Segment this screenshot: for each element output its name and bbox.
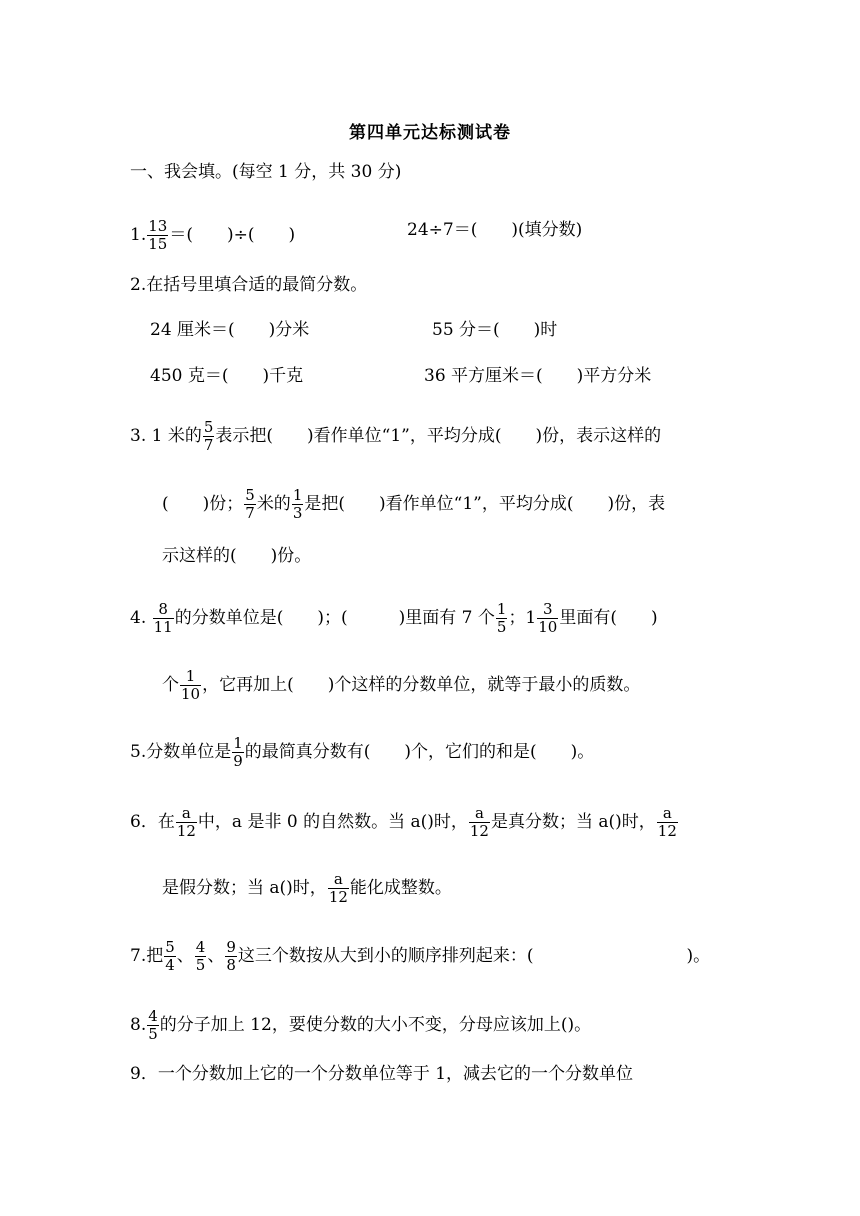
fraction: $\frac{13}{15}$ [148, 217, 168, 253]
fraction: $\frac{5}{7}$ [245, 486, 255, 522]
question-9: 9．一个分数加上它的一个分数单位等于 1，减去它的一个分数单位 [130, 1064, 634, 1084]
fraction: $\frac{3}{10}$ [538, 600, 558, 636]
question-7: 7.把 $\frac{5}{4}$ 、 $\frac{4}{5}$ 、 $\frac{9}{8}$ 这三个数按从大到小的顺序排列起来：( )。 [130, 938, 711, 974]
question-2-item-a: 24 厘米＝( )分米 [150, 320, 310, 340]
fraction: $\frac{8}{11}$ [153, 600, 173, 636]
question-5: 5.分数单位是 $\frac{1}{9}$ 的最简真分数有( )个，它们的和是( )。 [130, 734, 595, 770]
fraction: $\frac{9}{8}$ [226, 938, 236, 974]
section-heading: 一、我会填。(每空 1 分，共 30 分) [130, 162, 402, 182]
question-4-line-1: 4. $\frac{8}{11}$ 的分数单位是( )；( )里面有 7 个 $\frac{1}{5}$ ；1 $\frac{3}{10}$ 里面有( ) [130, 600, 658, 636]
question-2-item-b: 55 分＝( )时 [432, 320, 558, 340]
question-1-part-2: 24÷7＝( )(填分数) [407, 220, 583, 240]
question-2: 2.在括号里填合适的最简分数。 [130, 275, 368, 295]
question-3-line-1: 3. 1 米的 $\frac{5}{7}$ 表示把( )看作单位“1”，平均分成( )份，表示这样的 [130, 418, 662, 454]
question-3-line-3: 示这样的( )份。 [162, 546, 312, 566]
question-2-item-d: 36 平方厘米＝( )平方分米 [424, 366, 652, 386]
question-1 [130, 218, 295, 253]
fraction: $\frac{1}{9}$ [233, 734, 243, 770]
fraction: $\frac{1}{10}$ [181, 667, 201, 703]
question-6-line-2: 是假分数；当 a()时， $\frac{a}{12}$ 能化成整数。 [162, 870, 452, 906]
fraction: $\frac{a}{12}$ [657, 804, 677, 840]
fraction: $\frac{a}{12}$ [469, 804, 489, 840]
fraction: $\frac{5}{7}$ [203, 418, 214, 454]
question-4-line-2: 个 $\frac{1}{10}$ ，它再加上( )个这样的分数单位，就等于最小的质数。 [162, 667, 641, 703]
question-6-line-1: 6．在 $\frac{a}{12}$ 中，a 是非 0 的自然数。当 a()时， $\frac{a}{12}$ 是真分数；当 a()时， $\frac{a}{12}$ [130, 804, 677, 840]
fraction: $\frac{a}{12}$ [176, 804, 196, 840]
fraction: $\frac{5}{4}$ [165, 938, 175, 974]
page-title: 第四单元达标测试卷 [349, 123, 511, 143]
fraction: $\frac{1}{3}$ [292, 486, 303, 522]
question-8: 8. $\frac{4}{5}$ 的分子加上 12，要使分数的大小不变，分母应该加上()。 [130, 1007, 592, 1043]
fraction: $\frac{1}{5}$ [496, 600, 507, 636]
fraction: $\frac{a}{12}$ [328, 870, 348, 906]
question-3-line-2: ( )份； $\frac{5}{7}$ 米的 $\frac{1}{3}$ 是把( )看作单位“1”，平均分成( )份，表 [162, 486, 666, 522]
question-number: 1. [130, 225, 147, 245]
fraction: $\frac{4}{5}$ [195, 938, 206, 974]
question-text: ＝( )÷( ) [169, 225, 296, 245]
fraction: $\frac{4}{5}$ [148, 1007, 158, 1043]
question-2-item-c: 450 克＝( )千克 [150, 366, 304, 386]
